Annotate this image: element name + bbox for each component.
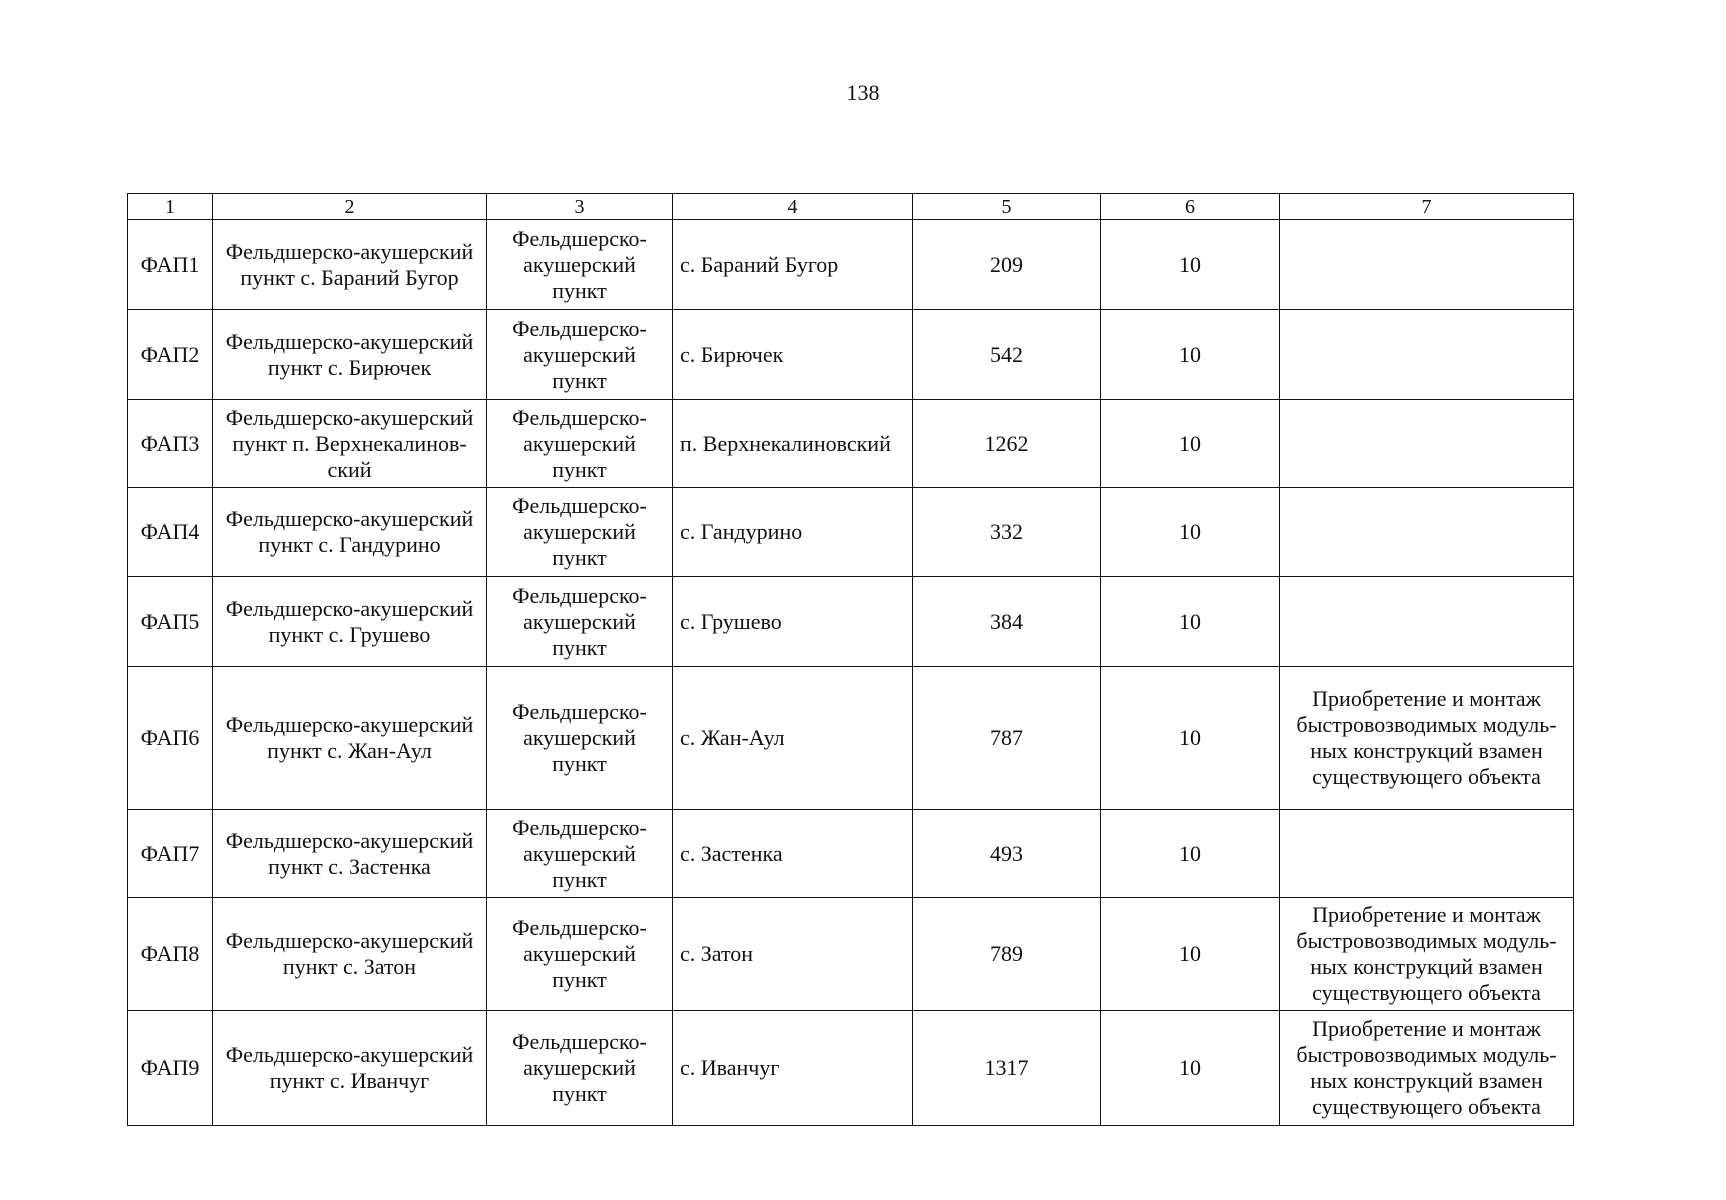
note-line: быстровозводимых модуль- — [1296, 928, 1557, 953]
table-row — [128, 220, 1574, 310]
page-number: 138 — [846, 80, 880, 105]
type-line: пункт — [552, 367, 607, 393]
type-line: акушерский — [523, 608, 636, 634]
table-row — [128, 488, 1574, 577]
name-line: пункт с. Бараний Бугор — [240, 264, 459, 290]
name-line: Фельдшерско-акушерский — [225, 827, 474, 853]
name-line: ский — [327, 456, 372, 482]
cell-note — [1280, 577, 1574, 667]
cell-note — [1280, 898, 1574, 1011]
column-header-2: 2 — [213, 194, 487, 220]
cell-value-6: 10 — [1101, 310, 1280, 400]
facilities-table — [127, 193, 1574, 1126]
type-line: акушерский — [523, 251, 636, 277]
note-line: быстровозводимых модуль- — [1296, 712, 1557, 737]
cell-name — [213, 810, 487, 898]
type-line: пункт — [552, 967, 607, 992]
cell-code: ФАП2 — [128, 310, 213, 400]
cell-type — [487, 810, 673, 898]
header-row — [128, 194, 1574, 220]
cell-value-5: 493 — [913, 810, 1101, 898]
cell-name — [213, 488, 487, 577]
cell-value-6: 10 — [1101, 220, 1280, 310]
cell-type — [487, 667, 673, 810]
cell-location: с. Иванчуг — [673, 1011, 913, 1126]
column-header-6: 6 — [1101, 194, 1280, 220]
name-line: Фельдшерско-акушерский — [225, 238, 474, 264]
type-line: Фельдшерско- — [512, 493, 647, 518]
note-line: существующего объекта — [1312, 764, 1541, 789]
type-line: пункт — [552, 545, 607, 570]
cell-value-6: 10 — [1101, 488, 1280, 577]
type-line: Фельдшерско- — [512, 404, 647, 430]
type-line: акушерский — [523, 840, 636, 866]
cell-value-5: 787 — [913, 667, 1101, 810]
cell-note — [1280, 400, 1574, 488]
type-line: Фельдшерско- — [512, 699, 647, 724]
type-line: акушерский — [523, 1055, 636, 1080]
note-line: ных конструкций взамен — [1310, 954, 1543, 979]
note-line: Приобретение и монтаж — [1312, 902, 1541, 927]
cell-value-5: 384 — [913, 577, 1101, 667]
cell-name — [213, 1011, 487, 1126]
cell-code: ФАП3 — [128, 400, 213, 488]
type-line: акушерский — [523, 519, 636, 544]
note-line: ных конструкций взамен — [1310, 738, 1543, 763]
type-line: пункт — [552, 866, 607, 892]
type-line: Фельдшерско- — [512, 1029, 647, 1054]
cell-type — [487, 1011, 673, 1126]
name-line: пункт с. Бирючек — [267, 354, 432, 380]
name-line: Фельдшерско-акушерский — [225, 595, 474, 621]
column-header-1: 1 — [128, 194, 213, 220]
table-row — [128, 898, 1574, 1011]
note-line: существующего объекта — [1312, 980, 1541, 1005]
column-header-7: 7 — [1280, 194, 1574, 220]
note-line: быстровозводимых модуль- — [1296, 1042, 1557, 1067]
name-line: Фельдшерско-акушерский — [225, 1042, 474, 1067]
cell-code: ФАП4 — [128, 488, 213, 577]
table-row — [128, 310, 1574, 400]
type-line: пункт — [552, 751, 607, 776]
column-header-4: 4 — [673, 194, 913, 220]
cell-location: с. Бараний Бугор — [673, 220, 913, 310]
type-line: акушерский — [523, 430, 636, 456]
name-line: Фельдшерско-акушерский — [225, 328, 474, 354]
cell-code: ФАП9 — [128, 1011, 213, 1126]
note-line: существующего объекта — [1312, 1094, 1541, 1119]
cell-code: ФАП8 — [128, 898, 213, 1011]
type-line: пункт — [552, 634, 607, 660]
name-line: Фельдшерско-акушерский — [225, 928, 474, 953]
column-header-5: 5 — [913, 194, 1101, 220]
cell-value-5: 789 — [913, 898, 1101, 1011]
cell-type — [487, 488, 673, 577]
cell-code: ФАП7 — [128, 810, 213, 898]
name-line: Фельдшерско-акушерский — [225, 506, 474, 531]
type-line: Фельдшерско- — [512, 814, 647, 840]
type-line: Фельдшерско- — [512, 582, 647, 608]
name-line: пункт с. Застенка — [268, 853, 431, 879]
type-line: пункт — [552, 277, 607, 303]
cell-note — [1280, 220, 1574, 310]
cell-location: с. Застенка — [673, 810, 913, 898]
cell-value-5: 1262 — [913, 400, 1101, 488]
table-row — [128, 577, 1574, 667]
cell-name — [213, 220, 487, 310]
cell-code: ФАП6 — [128, 667, 213, 810]
cell-note — [1280, 667, 1574, 810]
type-line: пункт — [552, 1081, 607, 1106]
cell-note — [1280, 1011, 1574, 1126]
cell-name — [213, 667, 487, 810]
cell-location: с. Жан-Аул — [673, 667, 913, 810]
type-line: акушерский — [523, 341, 636, 367]
cell-type — [487, 310, 673, 400]
cell-value-6: 10 — [1101, 810, 1280, 898]
type-line: Фельдшерско- — [512, 225, 647, 251]
type-line: акушерский — [523, 941, 636, 966]
cell-location: с. Гандурино — [673, 488, 913, 577]
name-line: Фельдшерско-акушерский — [225, 712, 474, 737]
cell-note — [1280, 488, 1574, 577]
cell-value-6: 10 — [1101, 667, 1280, 810]
cell-value-6: 10 — [1101, 1011, 1280, 1126]
cell-name — [213, 310, 487, 400]
note-line: Приобретение и монтаж — [1312, 686, 1541, 711]
cell-name — [213, 898, 487, 1011]
name-line: пункт с. Иванчуг — [269, 1068, 430, 1093]
cell-value-5: 1317 — [913, 1011, 1101, 1126]
cell-type — [487, 220, 673, 310]
type-line: акушерский — [523, 725, 636, 750]
cell-value-6: 10 — [1101, 400, 1280, 488]
cell-value-6: 10 — [1101, 898, 1280, 1011]
cell-location: с. Затон — [673, 898, 913, 1011]
table-row — [128, 1011, 1574, 1126]
name-line: пункт п. Верхнекалинов- — [232, 430, 467, 456]
cell-note — [1280, 310, 1574, 400]
cell-name — [213, 577, 487, 667]
table-row — [128, 810, 1574, 898]
note-line: ных конструкций взамен — [1310, 1068, 1543, 1093]
name-line: пункт с. Грушево — [268, 621, 431, 647]
cell-note — [1280, 810, 1574, 898]
table-row — [128, 400, 1574, 488]
note-line: Приобретение и монтаж — [1312, 1016, 1541, 1041]
type-line: Фельдшерско- — [512, 315, 647, 341]
cell-value-5: 209 — [913, 220, 1101, 310]
cell-value-5: 332 — [913, 488, 1101, 577]
cell-type — [487, 577, 673, 667]
cell-location: с. Бирючек — [673, 310, 913, 400]
cell-location: с. Грушево — [673, 577, 913, 667]
table-row — [128, 667, 1574, 810]
column-header-3: 3 — [487, 194, 673, 220]
name-line: пункт с. Жан-Аул — [267, 738, 432, 763]
name-line: пункт с. Гандурино — [258, 532, 441, 557]
cell-name — [213, 400, 487, 488]
cell-code: ФАП1 — [128, 220, 213, 310]
cell-type — [487, 400, 673, 488]
cell-code: ФАП5 — [128, 577, 213, 667]
name-line: пункт с. Затон — [282, 954, 417, 979]
cell-value-6: 10 — [1101, 577, 1280, 667]
cell-value-5: 542 — [913, 310, 1101, 400]
cell-location: п. Верхнекалиновский — [673, 400, 913, 488]
name-line: Фельдшерско-акушерский — [225, 404, 474, 430]
type-line: Фельдшерско- — [512, 915, 647, 940]
type-line: пункт — [552, 456, 607, 482]
cell-type — [487, 898, 673, 1011]
